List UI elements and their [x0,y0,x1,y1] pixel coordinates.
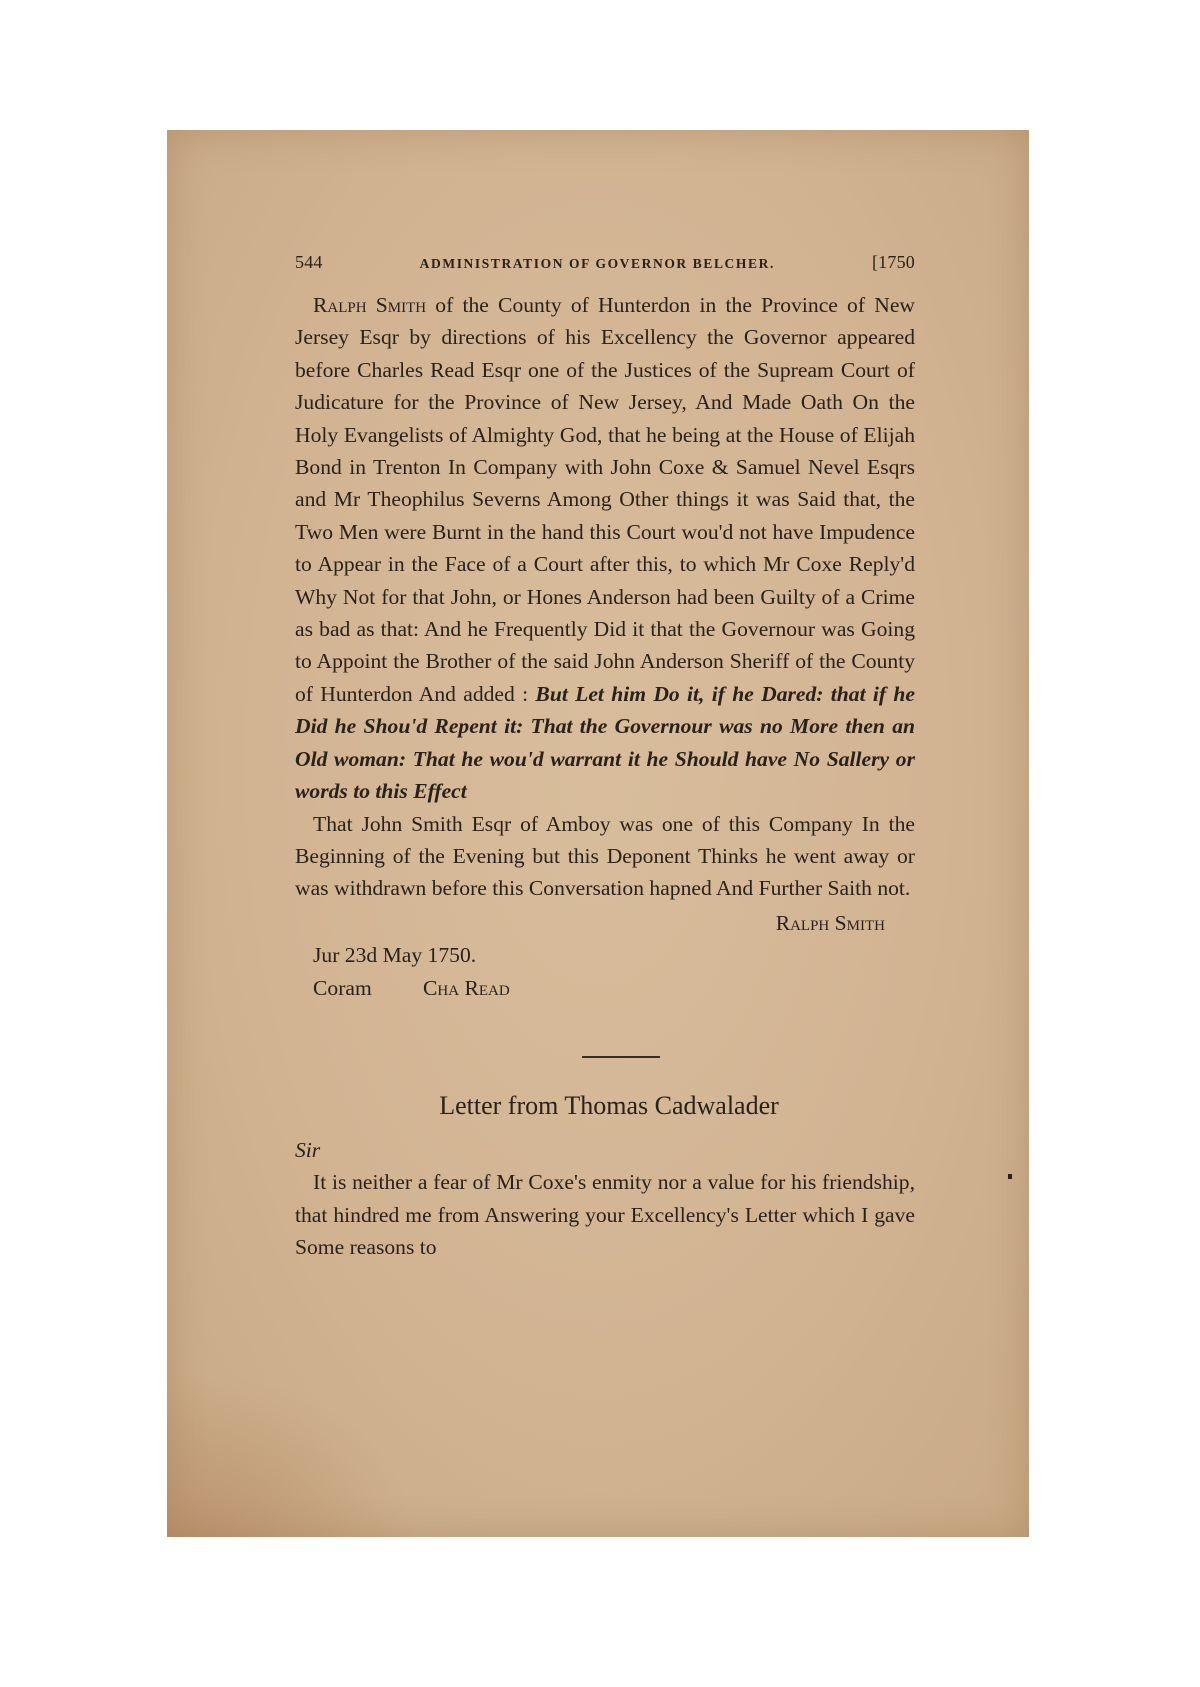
jurat [313,939,915,1004]
coram-name: Cha Read [423,975,510,1000]
deposition-quote: But Let him Do it, if he Dared: that if he Did he Shou'd Repent it: That the Governour was no More then an Old woman: That he wou'd warrant it he Should have No Sallery or words to this Effect [295,681,915,804]
deposition-paragraph-2: That John Smith Esqr of Amboy was one of this Company In the Beginning of the Evening but this Deponent Thinks he went away or was withdrawn before this Conversation hapned And Further Saith not. [295,811,915,901]
letter-paragraph-1: It is neither a fear of Mr Coxe's enmity nor a value for his friendship, that hindred me from Answering your Excellency's Letter which I gave Some reasons to [295,1170,915,1260]
running-title: ADMINISTRATION OF GOVERNOR BELCHER. [419,256,775,271]
letter-salutation: Sir [295,1137,321,1162]
page-stain [167,1370,417,1537]
page-number: 544 [295,252,323,272]
letter-heading: Letter from Thomas Cadwalader [439,1090,779,1120]
page-content [295,248,915,1264]
deposition-paragraph-1 [295,289,915,808]
year-marker: [1750 [871,252,915,272]
running-header [295,248,915,278]
deponent-name: Ralph Smith [313,293,427,317]
deposition-text: of the County of Hunterdon in the Province of New Jersey Esqr by directions of his Excellency the Governor appeared before Charles Read Esqr one of the Justices of the Supream Court of Judicature for the Province of New Jersey, And Made Oath On the Holy Evangelists of Almighty God, that he being at the House of Elijah Bond in Trenton In Company with John Coxe & Samuel Nevel Esqrs and Mr Theophilus Severns Among Other things it was Said that, the Two Men were Burnt in the hand this Court wou'd not have Impudence to Appear in the Face of a Court after this, to which Mr Coxe Reply'd Why Not for that John, or Hones Anderson had been Guilty of a Crime as bad as that: And he Frequently Did it that the Governour was Going to Appoint the Brother of the said John Anderson Sheriff of the County of Hunterdon And added : [295,293,916,706]
coram-label: Coram [313,975,372,1000]
deponent-signature: Ralph Smith [775,910,885,935]
ink-speck [1008,1174,1012,1179]
jurat-date: Jur 23d May 1750. [313,943,477,968]
section-divider [582,1056,660,1058]
